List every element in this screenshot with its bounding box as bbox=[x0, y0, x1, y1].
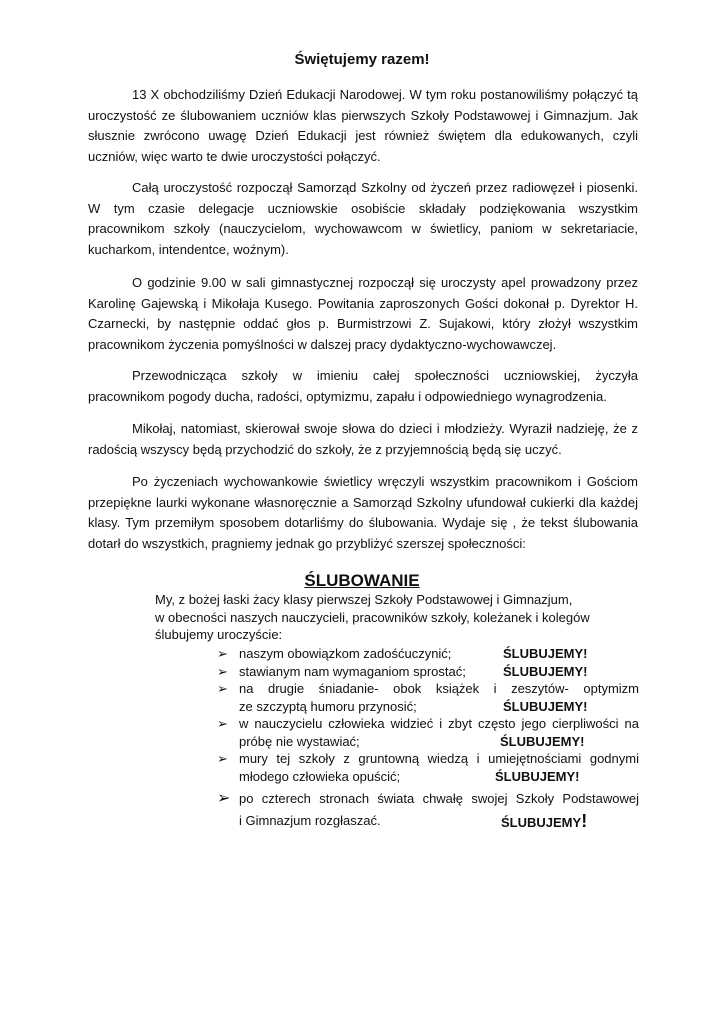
oath-refrain-final bbox=[501, 810, 587, 834]
arrow-bullet-icon: ➢ bbox=[217, 716, 228, 731]
oath-intro bbox=[155, 591, 625, 644]
arrow-bullet-icon: ➢ bbox=[217, 663, 228, 679]
oath-item bbox=[215, 750, 639, 785]
oath-refrain: ŚLUBUJEMY! bbox=[500, 733, 585, 749]
oath-intro-line: w obecności naszych nauczycieli, pracowników szkoły, koleżanek i kolegów bbox=[155, 609, 590, 625]
paragraph-3: O godzinie 9.00 w sali gimnastycznej rozpoczął się uroczysty apel prowadzony przez Karolinę Gajewską i Mikołaja Kusego. Powitania zaproszonych Gości dokonał p. Dyrektor H. Czarnecki, by następnie oddać głos p. Burmistrzowi Z. Sujakowi, który złożył wszystkim pracownikom życzenia pomyślności w dalszej pracy dydaktyczno-wychowawczej. bbox=[88, 275, 638, 352]
paragraph-1: 13 X obchodziliśmy Dzień Edukacji Narodowej. W tym roku postanowiliśmy połączyć tą uroczystość ze ślubowaniem uczniów klas pierwszych Szkoły Podstawowej i Gimnazjum. Jak słusznie zwrócono uwagę Dzień Edukacji jest również świętem dla edukowanych, czyli uczniów, więc warto te dwie uroczystości połączyć. bbox=[88, 87, 638, 164]
oath-item bbox=[215, 645, 639, 663]
oath-item-text: młodego człowieka opuścić; bbox=[239, 768, 401, 784]
oath-item-text: ze szczyptą humoru przynosić; bbox=[239, 698, 417, 714]
oath-heading: ŚLUBOWANIE bbox=[304, 571, 420, 590]
paragraph-6: Po życzeniach wychowankowie świetlicy wręczyli wszystkim pracownikom i Gościom przepiękne laurki wykonane własnoręcznie a Samorząd Szkolny ufundował cukierki dla każdej klasy. Tym przemiłym sposobem dotarliśmy do ślubowania. Wydaje się , że tekst ślubowania dotarł do wszystkich, pragniemy jednak go przybliżyć szerszej społeczności: bbox=[88, 474, 638, 551]
oath-item-text: w nauczycielu człowieka widzieć i zbyt często jego cierpliwości na bbox=[239, 716, 639, 731]
arrow-bullet-icon: ➢ bbox=[217, 681, 228, 696]
paragraph-5: Mikołaj, natomiast, skierował swoje słowa do dzieci i młodzieży. Wyraził nadzieję, że z radością wszyscy będą przychodzić do szkoły, że z przyjemnością będą się uczyć. bbox=[88, 421, 638, 457]
arrow-bullet-icon: ➢ bbox=[217, 646, 228, 661]
oath-item bbox=[215, 680, 639, 715]
oath-item-text: na drugie śniadanie- obok książek i zeszytów- optymizm bbox=[239, 681, 639, 696]
oath-item-text: próbę nie wystawiać; bbox=[239, 733, 360, 749]
oath-item-text: stawianym nam wymaganiom sprostać; bbox=[239, 663, 466, 679]
oath-refrain-mark: ! bbox=[581, 811, 588, 831]
paragraph-2: Całą uroczystość rozpoczął Samorząd Szkolny od życzeń przez radiowęzeł i piosenki. W tym czasie delegacje uczniowskie osobiście składały podziękowania wszystkim pracownikom szkoły (nauczycielom, wychowawcom w świetlicy, paniom w sekretariacie, kucharkom, intendentce, woźnym). bbox=[88, 180, 638, 257]
oath-item-text: mury tej szkoły z gruntowną wiedzą i umiejętnościami godnymi bbox=[239, 751, 639, 766]
oath-list bbox=[215, 645, 639, 832]
oath-item-text: po czterech stronach świata chwałę swojej Szkoły Podstawowej bbox=[239, 791, 639, 806]
oath-item-text: naszym obowiązkom zadośćuczynić; bbox=[239, 646, 452, 661]
oath-refrain-word: ŚLUBUJEMY bbox=[501, 815, 582, 830]
oath-refrain: ŚLUBUJEMY! bbox=[495, 768, 580, 784]
oath-item-text: i Gimnazjum rozgłaszać. bbox=[239, 813, 381, 828]
paragraph-4: Przewodnicząca szkoły w imieniu całej społeczności uczniowskiej, życzyła pracownikom pogody ducha, radości, optymizmu, zapału i odpowiedniego wynagrodzenia. bbox=[88, 368, 638, 404]
oath-item bbox=[215, 663, 639, 681]
oath-refrain: ŚLUBUJEMY! bbox=[503, 663, 588, 679]
oath-intro-line: ślubujemy uroczyście: bbox=[155, 627, 283, 642]
arrow-bullet-icon: ➢ bbox=[217, 751, 228, 766]
oath-refrain: ŚLUBUJEMY! bbox=[503, 646, 588, 661]
oath-intro-line: My, z bożej łaski żacy klasy pierwszej Szkoły Podstawowej i Gimnazjum, bbox=[155, 592, 573, 607]
oath-item bbox=[215, 715, 639, 750]
page-title: Świętujemy razem! bbox=[294, 51, 430, 68]
arrow-bullet-icon: ➢ bbox=[217, 790, 231, 807]
oath-item bbox=[215, 788, 639, 832]
oath-refrain: ŚLUBUJEMY! bbox=[503, 698, 588, 714]
